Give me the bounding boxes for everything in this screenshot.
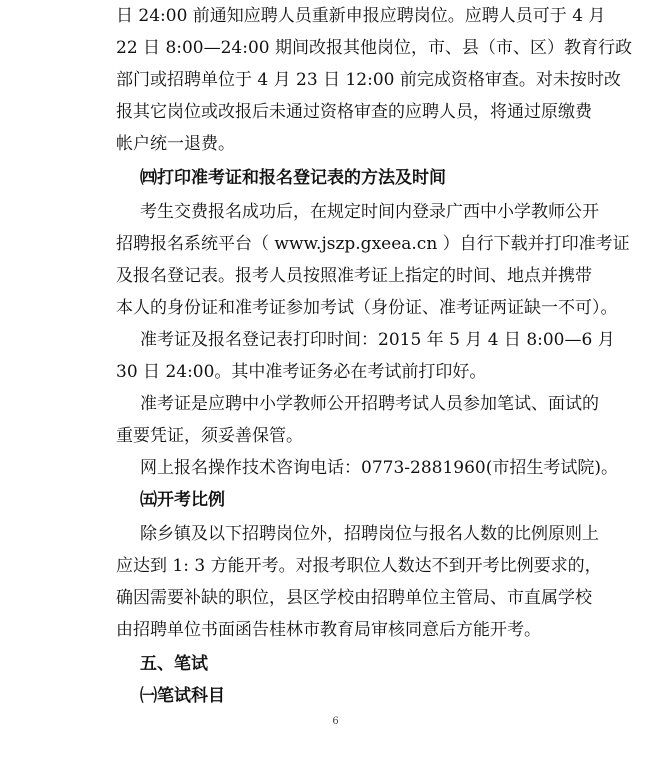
body-text-line: 及报名登记表。报考人员按照准考证上指定的时间、地点并携带 xyxy=(116,266,592,286)
body-text-line: 部门或招聘单位于 4 月 23 日 12:00 前完成资格审查。对未按时改 xyxy=(116,70,621,90)
body-text-line: 重要凭证，须妥善保管。 xyxy=(116,426,303,446)
body-text-line: 除乡镇及以下招聘岗位外，招聘岗位与报名人数的比例原则上 xyxy=(140,524,599,544)
body-text-line: 招聘报名系统平台（ www.jszp.gxeea.cn ）自行下载并打印准考证 xyxy=(116,234,630,254)
chapter-heading: 五、笔试 xyxy=(140,654,208,674)
body-text-line: 由招聘单位书面函告桂林市教育局审核同意后方能开考。 xyxy=(116,620,541,640)
body-text-line: 网上报名操作技术咨询电话：0773-2881960(市招生考试院)。 xyxy=(140,458,618,478)
section-heading: ㈣打印准考证和报名登记表的方法及时间 xyxy=(140,168,446,188)
body-text-line: 准考证及报名登记表打印时间：2015 年 5 月 4 日 8:00—6 月 xyxy=(140,330,615,350)
page-number: 6 xyxy=(332,716,339,727)
body-text-line: 准考证是应聘中小学教师公开招聘考试人员参加笔试、面试的 xyxy=(140,394,599,414)
body-text-line: 确因需要补缺的职位，县区学校由招聘单位主管局、市直属学校 xyxy=(116,588,592,608)
body-text-line: 日 24:00 前通知应聘人员重新申报应聘岗位。应聘人员可于 4 月 xyxy=(116,6,606,26)
body-text-line: 本人的身份证和准考证参加考试（身份证、准考证两证缺一不可）。 xyxy=(116,298,618,318)
section-heading: ㈠笔试科目 xyxy=(140,686,225,706)
body-text-line: 应达到 1: 3 方能开考。对报考职位人数达不到开考比例要求的， xyxy=(116,556,602,576)
section-heading: ㈤开考比例 xyxy=(140,490,225,510)
body-text-line: 报其它岗位或改报后未通过资格审查的应聘人员，将通过原缴费 xyxy=(116,102,592,122)
body-text-line: 22 日 8:00—24:00 期间改报其他岗位，市、县（市、区）教育行政 xyxy=(116,38,633,58)
body-text-line: 考生交费报名成功后，在规定时间内登录广西中小学教师公开 xyxy=(140,202,599,222)
body-text-line: 30 日 24:00。其中准考证务必在考试前打印好。 xyxy=(116,362,487,382)
body-text-line: 帐户统一退费。 xyxy=(116,134,235,154)
